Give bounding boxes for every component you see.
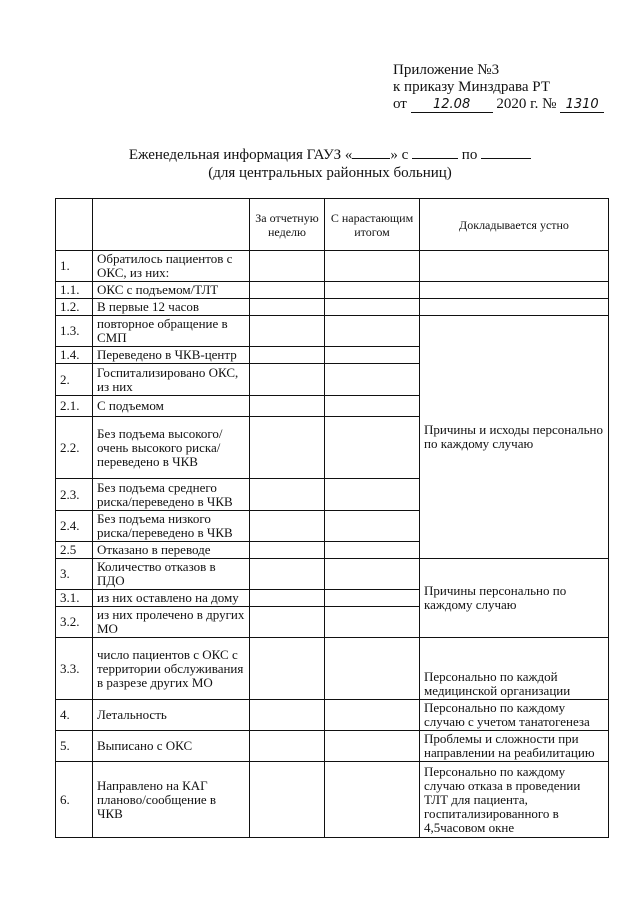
row-number: 3.3. [56,638,93,700]
cell-week[interactable] [250,638,325,700]
cell-cumulative[interactable] [325,700,420,731]
row-number: 1.3. [56,316,93,347]
table-row [56,282,609,299]
row-number: 6. [56,762,93,838]
table-row [56,251,609,282]
table-row [56,299,609,316]
row-label: Без подъема высокого/очень высокого риска/переведено в ЧКВ [93,417,250,479]
date-to-blank [481,146,531,159]
date-from-blank [412,146,458,159]
cell-cumulative[interactable] [325,731,420,762]
row-label: В первые 12 часов [93,299,250,316]
row-number: 3.1. [56,590,93,607]
cell-week[interactable] [250,417,325,479]
row-label: Обратилось пациентов с ОКС, из них: [93,251,250,282]
table-row [56,559,609,590]
cell-cumulative[interactable] [325,762,420,838]
row-number: 3. [56,559,93,590]
cell-oral[interactable] [420,282,609,299]
cell-week[interactable] [250,282,325,299]
note-causes-outcomes: Причины и исходы персонально по каждому случаю [420,316,609,559]
row-label: Без подъема низкого риска/переведено в ЧКВ [93,511,250,542]
cell-cumulative[interactable] [325,479,420,511]
cell-week[interactable] [250,347,325,364]
cell-cumulative[interactable] [325,542,420,559]
cell-week[interactable] [250,251,325,282]
row-number: 1. [56,251,93,282]
report-table [55,198,609,838]
cell-cumulative[interactable] [325,316,420,347]
table-row [56,762,609,838]
col-header-cumulative: С нарастающим итогом [325,199,420,251]
row-number: 2.4. [56,511,93,542]
note-tlt-refusal: Персонально по каждому случаю отказа в проведении ТЛТ для пациента, госпитализированного в 4,5часовом окне [420,762,609,838]
cell-week[interactable] [250,590,325,607]
row-label: Летальность [93,700,250,731]
col-header-num [56,199,93,251]
row-label: ОКС с подъемом/ТЛТ [93,282,250,299]
page-title [60,146,600,182]
cell-week[interactable] [250,511,325,542]
cell-cumulative[interactable] [325,417,420,479]
cell-cumulative[interactable] [325,511,420,542]
cell-week[interactable] [250,479,325,511]
row-label: число пациентов с ОКС с территории обслуживания в разрезе других МО [93,638,250,700]
cell-cumulative[interactable] [325,364,420,396]
row-label: повторное обращение в СМП [93,316,250,347]
table-row [56,316,609,347]
appendix-number: Приложение №3 [393,62,500,78]
cell-week[interactable] [250,559,325,590]
cell-week[interactable] [250,700,325,731]
note-refusal-causes: Причины персонально по каждому случаю [420,559,609,638]
title-line [60,146,600,164]
document-header [393,62,604,113]
order-reference: к приказу Минздрава РТ [393,79,550,95]
table-row [56,731,609,762]
row-label: Выписано с ОКС [93,731,250,762]
cell-cumulative[interactable] [325,282,420,299]
cell-cumulative[interactable] [325,299,420,316]
row-number: 2.1. [56,396,93,417]
cell-cumulative[interactable] [325,607,420,638]
date-prefix: от [393,96,407,112]
table-row [56,638,609,700]
title-part2: » с [390,147,409,163]
date-suffix: 2020 г. № [496,96,557,112]
row-number: 5. [56,731,93,762]
row-number: 3.2. [56,607,93,638]
row-label: из них оставлено на дому [93,590,250,607]
row-label: Госпитализировано ОКС, из них [93,364,250,396]
table-row [56,700,609,731]
cell-week[interactable] [250,316,325,347]
table-header-row [56,199,609,251]
row-number: 1.4. [56,347,93,364]
cell-week[interactable] [250,731,325,762]
title-part3: по [461,147,478,163]
row-label: Количество отказов в ПДО [93,559,250,590]
col-header-week: За отчетную неделю [250,199,325,251]
cell-cumulative[interactable] [325,590,420,607]
note-rehabilitation: Проблемы и сложности при направлении на реабилитацию [420,731,609,762]
row-label: Отказано в переводе [93,542,250,559]
note-per-organization: Персонально по каждой медицинской организации [420,638,609,700]
cell-cumulative[interactable] [325,396,420,417]
row-number: 1.1. [56,282,93,299]
row-number: 4. [56,700,93,731]
cell-week[interactable] [250,364,325,396]
cell-week[interactable] [250,762,325,838]
row-number: 2.5 [56,542,93,559]
cell-cumulative[interactable] [325,638,420,700]
row-number: 2.2. [56,417,93,479]
cell-cumulative[interactable] [325,559,420,590]
note-mortality: Персонально по каждому случаю с учетом танатогенеза [420,700,609,731]
cell-week[interactable] [250,607,325,638]
order-date: 12.08 [411,98,493,113]
col-header-indicator [93,199,250,251]
cell-cumulative[interactable] [325,347,420,364]
cell-oral[interactable] [420,299,609,316]
row-label: Без подъема среднего риска/переведено в ЧКВ [93,479,250,511]
row-number: 1.2. [56,299,93,316]
col-header-oral: Докладывается устно [420,199,609,251]
cell-week[interactable] [250,542,325,559]
row-number: 2.3. [56,479,93,511]
row-label: Направлено на КАГ планово/сообщение в ЧКВ [93,762,250,838]
institution-blank [352,146,390,159]
row-label: С подъемом [93,396,250,417]
row-number: 2. [56,364,93,396]
row-label: из них пролечено в других МО [93,607,250,638]
order-number: 1310 [560,98,604,113]
row-label: Переведено в ЧКВ-центр [93,347,250,364]
order-date-line [393,96,604,113]
title-part1: Еженедельная информация ГАУЗ « [128,147,353,163]
cell-week[interactable] [250,299,325,316]
cell-week[interactable] [250,396,325,417]
cell-cumulative[interactable] [325,251,420,282]
page-subtitle: (для центральных районных больниц) [208,165,452,181]
cell-oral[interactable] [420,251,609,282]
